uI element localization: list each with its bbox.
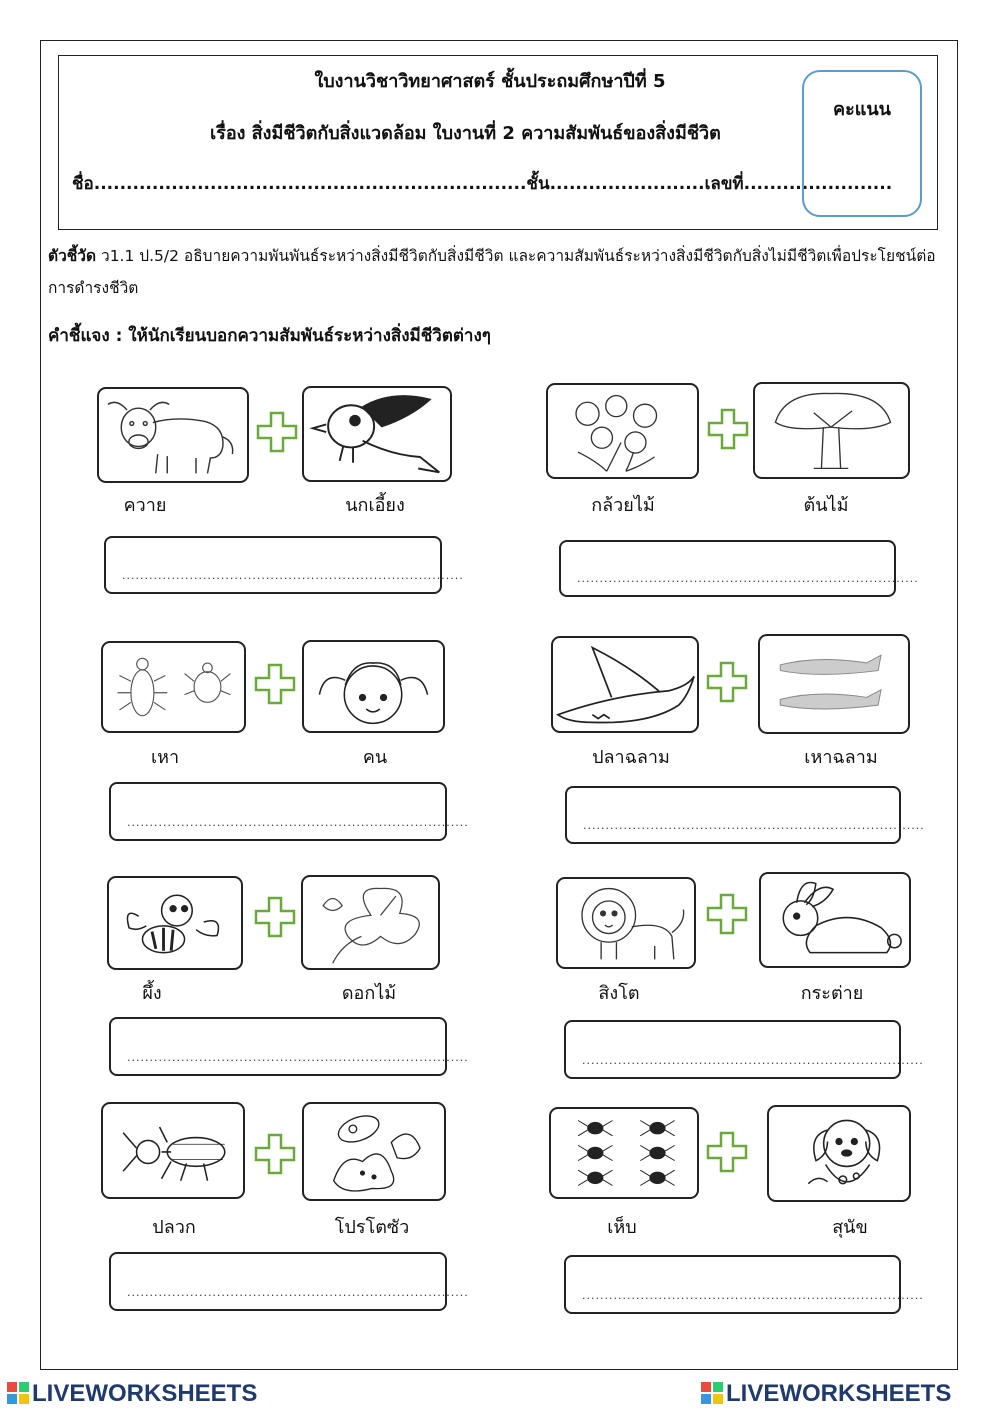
label-left-2: กล้วยไม้ (591, 495, 655, 516)
answer-dots: ............................................................................ (127, 1051, 469, 1064)
label-right-4: เหาฉลาม (804, 747, 878, 768)
answer-dots: ............................................................................ (127, 816, 469, 829)
protozoa-icon (302, 1102, 446, 1201)
answer-box-6[interactable] (564, 1020, 924, 1079)
answer-dots: ............................................................................ (577, 572, 919, 585)
plus-icon (706, 407, 750, 451)
label-left-8: เห็บ (607, 1217, 637, 1238)
answer-dots: ............................................................................ (122, 569, 464, 582)
instruction-text: คำชี้แจง : ให้นักเรียนบอกความสัมพันธ์ระหว่างสิ่งมีชีวิตต่างๆ (48, 326, 491, 346)
label-left-5: ผึ้ง (142, 983, 162, 1004)
liveworksheets-icon (700, 1381, 724, 1405)
lice-icon (101, 641, 246, 733)
girl-icon (302, 640, 445, 733)
brand-text: LIVEWORKSHEETS (726, 1380, 952, 1407)
answer-box-8[interactable] (564, 1255, 924, 1314)
plus-icon (705, 892, 749, 936)
worksheet-subtitle: เรื่อง สิ่งมีชีวิตกับสิ่งแวดล้อม ใบงานที่ 2 ความสัมพันธ์ของสิ่งมีชีวิต (210, 123, 721, 144)
bee-icon (107, 876, 243, 970)
label-left-7: ปลวก (152, 1217, 196, 1238)
label-right-2: ต้นไม้ (803, 495, 849, 516)
termite-icon (101, 1102, 245, 1199)
tree-icon (753, 382, 910, 479)
plus-icon (253, 1132, 297, 1176)
remora-icon (758, 634, 910, 734)
shark-icon (551, 636, 699, 733)
label-right-1: นกเอี้ยง (345, 495, 405, 516)
label-left-1: ควาย (123, 495, 167, 516)
liveworksheets-logo-right (700, 1380, 951, 1408)
brand-text: LIVEWORKSHEETS (32, 1380, 258, 1407)
answer-box-1[interactable] (104, 536, 464, 594)
rabbit-icon (759, 872, 911, 968)
buffalo-icon (97, 387, 249, 483)
student-info-line: ชื่อ...................................................................ชั้น........................เลขที่....................... (72, 174, 893, 194)
label-left-6: สิงโต (598, 983, 640, 1004)
answer-box-2[interactable] (559, 540, 919, 597)
plus-icon (705, 660, 749, 704)
answer-box-5[interactable] (109, 1017, 469, 1076)
label-right-8: สุนัข (832, 1217, 868, 1238)
label-right-5: ดอกไม้ (341, 983, 397, 1004)
indicator-label: ตัวชี้วัด (48, 247, 97, 265)
score-label: คะแนน (833, 99, 891, 120)
indicator-body: ว1.1 ป.5/2 อธิบายความพันพันธ์ระหว่างสิ่งมีชีวิตกับสิ่งมีชีวิต และความสัมพันธ์ระหว่างสิ่งมีชีวิตกับสิ่งไม่มีชีวิตเพื่อประโยชน์ต่อการดำรงชีวิต (48, 247, 936, 297)
worksheet-title: ใบงานวิชาวิทยาศาสตร์ ชั้นประถมศึกษาปีที่ 5 (314, 71, 666, 92)
liveworksheets-icon (6, 1381, 30, 1405)
label-right-7: โปรโตซัว (334, 1217, 410, 1238)
answer-box-7[interactable] (109, 1252, 469, 1311)
answer-box-3[interactable] (109, 782, 469, 841)
hibiscus-icon (301, 875, 440, 970)
answer-box-4[interactable] (565, 786, 925, 844)
plus-icon (253, 895, 297, 939)
lion-icon (556, 877, 696, 969)
plus-icon (705, 1130, 749, 1174)
dog-icon (767, 1105, 911, 1202)
answer-dots: ............................................................................ (583, 819, 925, 832)
orchid-icon (546, 383, 699, 479)
label-left-3: เหา (150, 747, 180, 768)
liveworksheets-logo-left (6, 1380, 257, 1408)
label-left-4: ปลาฉลาม (592, 747, 670, 768)
answer-dots: ............................................................................ (127, 1286, 469, 1299)
plus-icon (253, 662, 297, 706)
label-right-6: กระต่าย (800, 983, 864, 1004)
score-box (802, 70, 922, 217)
bird-icon (302, 386, 452, 482)
answer-dots: ............................................................................ (582, 1054, 924, 1067)
answer-dots: ............................................................................ (582, 1289, 924, 1302)
ticks-icon (549, 1107, 699, 1199)
label-right-3: คน (362, 747, 388, 768)
plus-icon (255, 410, 299, 454)
indicator-text (48, 240, 948, 304)
